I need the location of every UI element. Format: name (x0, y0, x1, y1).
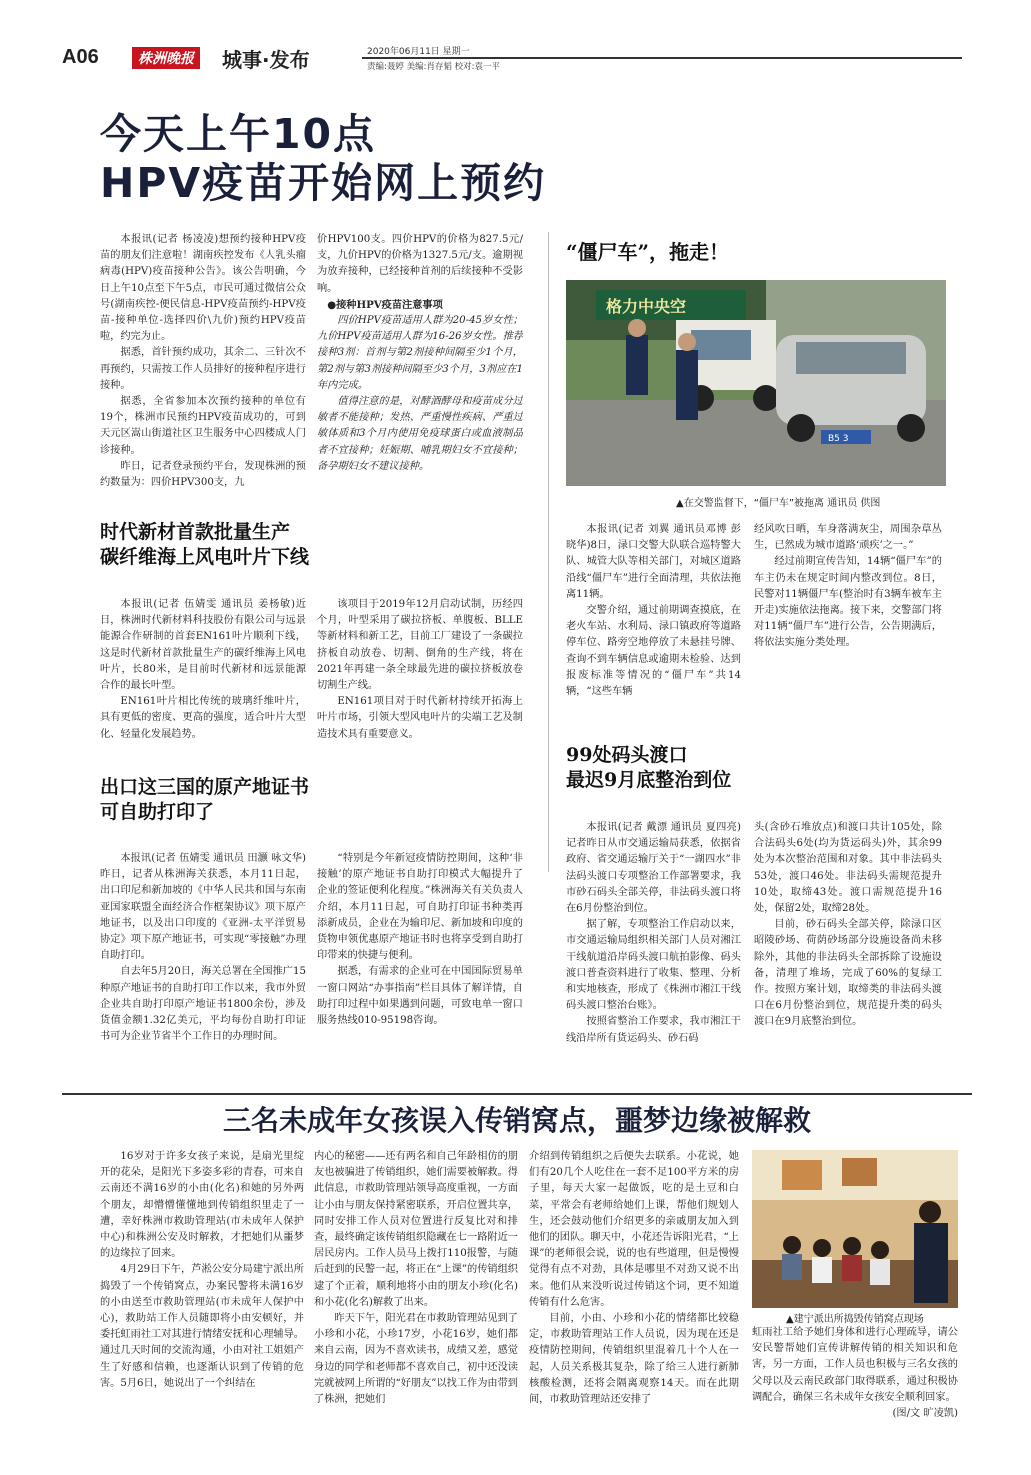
hpv-col-2 (317, 232, 523, 504)
origin-title-line2: 可自助打印了 (100, 801, 215, 823)
carbon-para: 本报讯(记者 伍婧雯 通讯员 姜杨敏)近日，株洲时代新材料科技股份有限公司与远景能源合作研制的首套EN161叶片顺利下线，这是时代新材首款批量生产的碳纤维海上风电叶片，长80米，是目前时代新材和远景能源合作的最长叶型。 (100, 599, 306, 692)
carbon-para: 该项目于2019年12月启动试制，历经四个月，叶型采用了碳拉挤板、单腹板、BLLE等新材料和新工艺，目前工厂建设了一条碳拉挤板自动放卷、切割、倒角的生产线，将在2021年再建一条全球最先进的碳拉挤板放卷切割生产线。 (317, 599, 523, 692)
pier-para: 据了解，专项整治工作启动以来，市交通运输局组织相关部门人员对湘江干线航道沿岸码头渡口航拍影像、码头渡口普查资料进行了收集、整理、分析和实地核查，形成了《株洲市湘江干线码头渡口整治台账》。 (566, 919, 741, 1012)
trafficking-byline: (图/文 旷凌凯) (892, 1408, 958, 1420)
origin-col-1 (100, 851, 306, 1073)
carbon-title-line1: 时代新材首款批量生产 (100, 521, 291, 543)
trafficking-para: 目前，小由、小珍和小花的情绪都比较稳定，市救助管理站工作人员说，因为现在还是疫情防控期间，传销组织里混着几十个人在一起，人员关系极其复杂，除了给三人进行新肺核酸检测，还将会隔离观察14天。而在此期间，市救助管理站还安排了 (529, 1313, 739, 1406)
pier-title-line1: 99处码头渡口 (566, 744, 688, 766)
rescue-scene (752, 1150, 958, 1308)
zombie-col-1 (566, 522, 741, 722)
trafficking-para: 16岁对于许多女孩子来说，是扇光里绽开的花朵，是阳光下多姿多彩的青春，可来自云南还不满16岁的小由(化名)和她的另外两个朋友，却懵懵懂懂地到传销组织里走了一遭，幸好株洲市救助管理站(市未成年人保护中心)和株洲公安及时解救，才把她们从噩梦的边缘拉了回来。 (100, 1151, 304, 1260)
origin-para: “特别是今年新冠疫情防控期间，这种‘非接触’的原产地证书自助打印模式大幅提升了企业的签证便利化程度。”株洲海关有关负责人介绍，本月11日起，可自助打印证书种类再添新成员，企业在为输印尼、新加坡和印度的货物申领优惠原产地证书时也将享受到自助打印带来的快捷与便利。 (317, 853, 523, 962)
hpv-notice-title: ●接种HPV疫苗注意事项 (327, 298, 443, 311)
pier-para: 按照省整治工作要求，我市湘江干线沿岸所有货运码头、砂石码 (566, 1016, 741, 1044)
hpv-para: 昨日，记者登录预约平台，发现株洲的预约数量为：四价HPV300支，九 (100, 460, 306, 489)
hpv-title-line1: 今天上午10点 (100, 110, 377, 158)
trafficking-para: 昨天下午，阳光君在市救助管理站见到了小珍和小花，小珍17岁，小花16岁，她们都来自云南，因为不喜欢读书，成绩又差，感觉身边的同学和老师都不喜欢自己，初中还没读完就被网上所谓的“好朋友”以找工作为由带到了株洲，把她们 (314, 1313, 518, 1406)
zombie-para: 经过前期宣传告知，14辆“僵尸车”的车主仍未在规定时间内整改到位。8日，民警对11辆僵尸车(整治时有3辆车被车主开走)实施依法拖离。接下来，交警部门将对11辆“僵尸车”进行公告，公告期满后，将依法实施分类处理。 (754, 556, 942, 649)
zombie-photo-caption: ▲在交警监督下，“僵尸车”被拖离 通讯员 供图 (676, 498, 881, 509)
zombie-para: 交警介绍，通过前期调查摸底，在老火车站、水利局、渌口镇政府等道路停车位、路旁空地停放了未悬挂号牌、查询不到车辆信息或逾期未检验、达到报废标准等情况的“僵尸车”共14辆，“这些车辆 (566, 605, 741, 698)
license-plate: B5 3 (828, 434, 849, 444)
origin-para: 据悉，有需求的企业可在中国国际贸易单一窗口网站“办事指南”栏目具体了解详情，自助打印过程中如果遇到问题，可致电单一窗口服务热线010-95198咨询。 (317, 966, 523, 1027)
column-divider (548, 232, 549, 872)
carbon-col-2 (317, 597, 523, 743)
origin-para: 自去年5月20日，海关总署在全国推广15种原产地证书的自助打印工作以来，我市外贸企业共自助打印原产地证书1800余份，涉及货值金额1.32亿美元，平均每份自助打印证书可为企业节省半个工作日的办理时间。 (100, 966, 306, 1043)
trafficking-para: 4月29日下午，芦淞公安分局建宁派出所捣毁了一个传销窝点，办案民警将未满16岁的小由送至市救助管理站(市未成年人保护中心)，救助站工作人员随即将小由安顿好，并委托虹雨社工对其进行情绪安抚和心理辅导。通过几天时间的交流沟通，小由对社工姐姐产生了好感和信赖，也逐渐认识到了传销的危害。5月6日，她说出了一个纠结在 (100, 1264, 304, 1389)
tow-truck-scene (566, 280, 946, 486)
hpv-notice-para: 四价HPV疫苗适用人群为20-45岁女性；九价HPV疫苗适用人群为16-26岁女性。推荐接种3剂：首剂与第2剂接种间隔至少1个月，第2剂与第3剂接种间隔至少3个月，3剂应在1年内完成。 (317, 315, 523, 391)
section-rule (62, 1093, 972, 1095)
hpv-notice-para: 值得注意的是，对酵酒酵母和疫苗成分过敏者不能接种；发热、严重慢性疾病、严重过敏体质和3个月内使用免疫球蛋白或血液制品者不宜接种；妊娠期、哺乳期妇女不宜接种；备孕期妇女不建议接种。 (317, 396, 523, 472)
rescue-photo (752, 1150, 958, 1308)
pier-para: 头(含砂石堆放点)和渡口共计105处，除合法码头6处(均为货运码头)外，其余99处为本次整治范围和对象。其中非法码头53处，渡口46处。非法码头需规范提升10处，取缔43处。渡口需规范提升16处，保留2处，取缔28处。 (754, 822, 942, 915)
hpv-col-1 (100, 232, 306, 504)
origin-headline (100, 775, 309, 825)
zombie-para: 经风吹日晒，车身落满灰尘，周围杂草丛生，已然成为城市道路‘顽疾’之一。” (754, 524, 942, 552)
pier-col-1 (566, 820, 741, 1072)
pier-headline (566, 743, 731, 793)
zombie-col-2 (754, 522, 942, 722)
hpv-headline (100, 110, 546, 208)
pier-para: 本报讯(记者 戴漂 通讯员 夏四亮)记者昨日从市交通运输局获悉，依据省政府、省交通运输厅关于“一湖四水”非法码头渡口专项整治工作部署要求，我市砂石码头全部关停，非法码头渡口将在6月份整治到位。 (566, 822, 741, 915)
carbon-headline (100, 520, 309, 570)
pier-para: 目前，砂石码头全部关停，除渌口区昭陵砂场、荷荫砂场部分设施设备尚未移除外，其他的非法码头全部拆除了设施设备，清理了堆场，完成了60%的复绿工作。按照方案计划，取缔类的非法码头渡口在6月份整治到位，规范提升类的码头渡口在9月底整治到位。 (754, 919, 942, 1028)
shop-sign: 格力中央空 (606, 297, 687, 316)
trafficking-col-3 (529, 1149, 739, 1465)
trafficking-para: 内心的秘密——还有两名和自己年龄相仿的朋友也被骗进了传销组织，她们需要被解救。得此信息，市救助管理站领导高度重视，一方面让小由与朋友保持紧密联系，开启位置共享，同时安排工作人员对位置进行反复比对和排查，最终确定该传销组织隐藏在七一路附近一居民房内。工作人员马上拨打110报警，与随后赶到的民警一起，将正在“上课”的传销组织逮了个正着，顺利地将小由的朋友小珍(化名)和小花(化名)解救了出来。 (314, 1151, 518, 1308)
page-number: A06 (62, 46, 99, 68)
issue-date: 2020年06月11日 星期一 (367, 44, 474, 57)
origin-col-2 (317, 851, 523, 1073)
paper-logo: 株洲晚报 (132, 47, 200, 69)
pier-col-2 (754, 820, 942, 1072)
masthead-rule (362, 57, 962, 59)
zombie-para: 本报讯(记者 刘翼 通讯员邓博 彭晓华)8日，渌口交警大队联合巡特警大队、城管大队等相关部门，对城区道路沿线“僵尸车”进行全面清理，共依法拖离11辆。 (566, 524, 741, 600)
trafficking-headline: 三名未成年女孩误入传销窝点，噩梦边缘被解救 (222, 1104, 811, 1137)
origin-title-line1: 出口这三国的原产地证书 (100, 776, 310, 798)
hpv-para: 价HPV100支。四价HPV的价格为827.5元/支，九价HPV的价格为1327.5元/支。逾期视为放弃接种，已经接种首剂的后续接种不受影响。 (317, 234, 523, 294)
zombie-car-photo (566, 280, 946, 486)
carbon-para: EN161叶片相比传统的玻璃纤维叶片，具有更低的密度、更高的强度，适合叶片大型化、轻量化发展趋势。 (100, 696, 306, 740)
trafficking-para: 介绍到传销组织之后便失去联系。小花说，她们有20几个人吃住在一套不足100平方米的房子里，每天大家一起做饭，吃的是土豆和白菜，平常会有老师给她们上课，帮他们规划人生，还会鼓动他们介绍更多的亲戚朋友加入到他们的团队。聊天中，小花还告诉阳光君，“上课”的老师很会说，说的也有些道理，但是慢慢觉得有点不对劲，具体是哪里不对劲又说不出来。他们从来没听说过传销这个词，更不知道传销有什么危害。 (529, 1151, 739, 1308)
carbon-para: EN161项目对于时代新材持续开拓海上叶片市场，引领大型风电叶片的尖端工艺及制造技术具有重要意义。 (317, 696, 523, 740)
trafficking-para: 虹雨社工给予她们身体和进行心理疏导，请公安民警帮她们宣传讲解传销的相关知识和危害，另一方面，工作人员也积极与三名女孩的父母以及云南民政部门取得联系，通过积极协调配合，确保三名未成年女孩安全顺利回家。 (752, 1327, 958, 1403)
section-title: 城事·发布 (222, 48, 310, 72)
hpv-para: 据悉，首针预约成功，其余二、三针次不再预约，只需按工作人员排好的接种程序进行接种。 (100, 347, 306, 391)
rescue-photo-caption: ▲建宁派出所捣毁传销窝点现场 (786, 1314, 924, 1325)
carbon-title-line2: 碳纤维海上风电叶片下线 (100, 546, 310, 568)
hpv-para: 本报讯(记者 杨凌凌)想预约接种HPV疫苗的朋友们注意啦！湖南疾控发布《人乳头瘤病毒(HPV)疫苗接种公告》。该公告明确，今日上午10点至下午5点，市民可通过微信公众号(湖南疾控-便民信息-HPV疫苗预约-HPV疫苗-接种单位-选择四价\九价)预约HPV疫苗啦，约完为止。 (100, 234, 306, 343)
editor-credits: 责编:聂婷 美编:肖存韬 校对:袁一平 (367, 62, 500, 72)
zombie-headline: “僵尸车”，拖走！ (566, 240, 730, 264)
carbon-col-1 (100, 597, 306, 743)
trafficking-col-2 (314, 1149, 518, 1465)
hpv-para: 据悉，全省参加本次预约接种的单位有19个，株洲市民预约HPV疫苗成功的，可到天元区嵩山街道社区卫生服务中心四楼成人门诊接种。 (100, 396, 306, 456)
pier-title-line2: 最迟9月底整治到位 (566, 769, 732, 791)
trafficking-col-4 (752, 1325, 958, 1467)
trafficking-col-1 (100, 1149, 304, 1465)
masthead (62, 44, 972, 74)
origin-para: 本报讯(记者 伍婧雯 通讯员 田灏 咏文华)昨日，记者从株洲海关获悉，本月11日起，出口印尼和新加坡的《中华人民共和国与东南亚国家联盟全面经济合作框架协议》项下原产地证书，以及出口印度的《亚洲-太平洋贸易协定》项下原产地证书，可实现“零接触”办理自助打印。 (100, 853, 306, 962)
hpv-title-line2: HPV疫苗开始网上预约 (100, 159, 547, 207)
